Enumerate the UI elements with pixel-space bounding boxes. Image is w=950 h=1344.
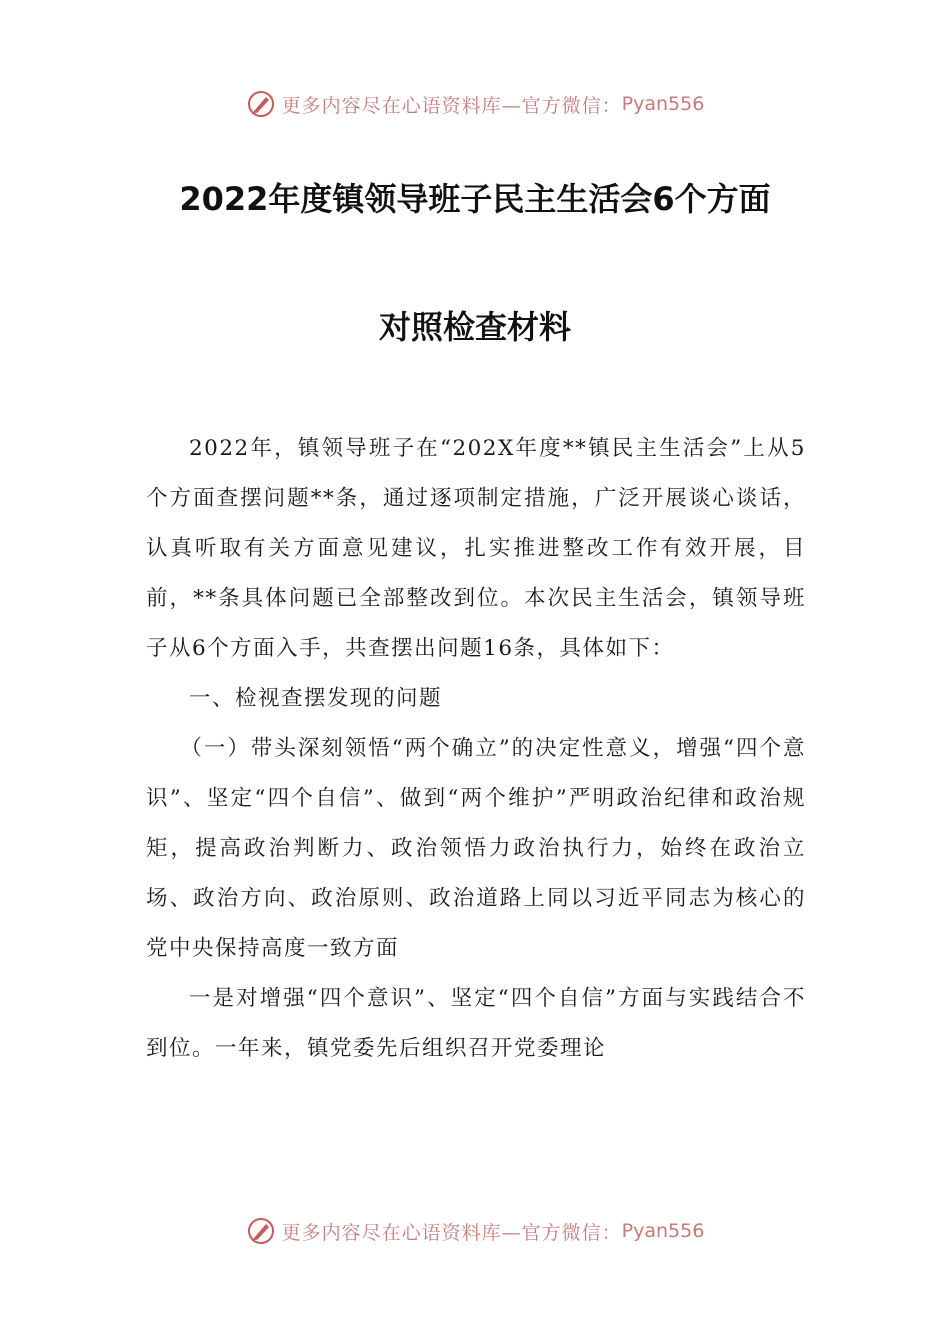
pen-logo-icon: [246, 89, 276, 119]
watermark-text: 更多内容尽在心语资料库—官方微信：: [281, 94, 622, 117]
subsection-heading: （一）带头深刻领悟“两个确立”的决定性意义，增强“四个意识”、坚定“四个自信”、做到“两个维护”严明政治纪律和政治规矩，提高政治判断力、政治领悟力政治执行力，始终在政治立场、政治方向、政治原则、政治道路上同以习近平同志为核心的党中央保持高度一致方面: [146, 736, 806, 961]
section-heading: 一、检视查摆发现的问题: [189, 686, 443, 711]
watermark-text: 更多内容尽在心语资料库—官方微信：: [281, 1221, 622, 1244]
paragraph-point-one: 一是对增强“四个意识”、坚定“四个自信”方面与实践结合不到位。一年来，镇党委先后组织召开党委理论: [146, 986, 806, 1061]
document-title-line1: 2022年度镇领导班子民主生活会6个方面: [179, 180, 771, 218]
document-title-line2: 对照检查材料: [378, 308, 571, 346]
document-body: [146, 424, 806, 1074]
watermark-wechat: Pyan556: [621, 93, 705, 115]
pen-logo-icon: [246, 1216, 276, 1246]
watermark-wechat: Pyan556: [621, 1220, 705, 1242]
paragraph-intro: 2022年，镇领导班子在“202X年度**镇民主生活会”上从5个方面查摆问题**条，通过逐项制定措施，广泛开展谈心谈话，认真听取有关方面意见建议，扎实推进整改工作有效开展，目前，**条具体问题已全部整改到位。本次民主生活会，镇领导班子从6个方面入手，共查摆出问题16条，具体如下：: [146, 436, 806, 661]
watermark-header: [0, 84, 950, 124]
watermark-footer: [0, 1211, 950, 1251]
